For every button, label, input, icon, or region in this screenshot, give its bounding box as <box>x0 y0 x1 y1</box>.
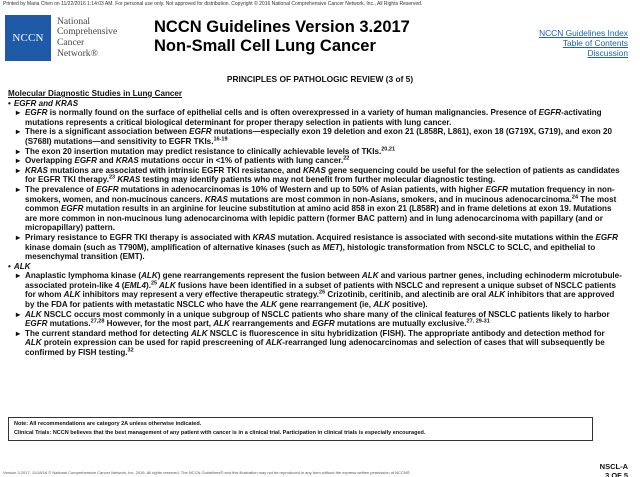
guidelines-index-link[interactable]: NCCN Guidelines Index <box>539 28 628 38</box>
list-item: ▸ EGFR is normally found on the surface of epithelial cells and is often overexpressed in a variety of human malignancies. Presence of EGFR-activating mutations represents a critical biological determinant for proper therapy selection in patients with lung cancer. <box>8 108 622 127</box>
logo-line: National <box>57 15 91 27</box>
footer-note-box <box>8 417 593 441</box>
subsection-egfr-kras: • EGFR and KRAS <box>8 99 622 109</box>
clinical-trials-note: Clinical Trials: NCCN believes that the best management of any patient with cancer is in a clinical trial. Participation in clinical trials is especially encouraged. <box>14 430 426 436</box>
table-of-contents-link[interactable]: Table of Contents <box>562 38 628 48</box>
print-notice: Printed by Maria Chen on 11/22/2016 1:14:03 AM. For personal use only. Not approved for distribution. Copyright © 2016 National Comprehensive Cancer Network, Inc., All Rights Reserved. <box>3 1 423 7</box>
alk-bullet-list <box>8 271 622 357</box>
egfr-bullet-list <box>8 108 622 262</box>
list-item: ▸ The prevalence of EGFR mutations in adenocarcinomas is 10% of Western and up to 50% of Asian patients, with higher EGFR mutation frequency in non-smokers, women, and non-mucinous cancers. KRAS mutations are most common in non-Asians, smokers, and in mucinous adenocarcinoma.$^{24}$ The most common EGFR mutation results in an arginine for leucine substitution at amino acid 858 in exon 21 (L858R) and in frame deletions at exon 19. Mutations are more common in non-mucinous lung adenocarcinoma with lepidic pattern (former BAC pattern) and in lung adenocarcinoma with papillary (and or micropapillary) pattern. <box>8 185 622 233</box>
logo-line: Cancer <box>57 37 85 48</box>
guideline-subject: Non-Small Cell Lung Cancer <box>154 37 376 55</box>
version-copyright-line: Version 3.2017, 11/18/16 © National Comprehensive Cancer Network, Inc. 2016, All rights reserved. The NCCN Guidelines® and this illustration may not be reproduced in any form without the express written permission of NCCN®. <box>3 470 411 475</box>
document-title <box>154 18 410 56</box>
list-item: ▸ The current standard method for detecting ALK NSCLC is fluorescence in situ hybridization (FISH). The appropriate antibody and detection method for ALK protein expression can be used for rapid prescreening of ALK-rearranged lung adenocarcinomas and selection of cases that will subsequently be confirmed by FISH testing.$^{32}$ <box>8 329 622 358</box>
list-item: ▸ Overlapping EGFR and KRAS mutations occur in <1% of patients with lung cancer.$^{22}$ <box>8 156 622 166</box>
page-number: 3 OF 5 <box>605 471 628 477</box>
list-item: ▸ Primary resistance to EGFR TKI therapy is associated with KRAS mutation. Acquired resistance is associated with second-site mutations within the EGFR kinase domain (such as T790M), amplification of alternative kinases (such as MET), histologic transformation from NSCLC to SCLC, and epithelial to mesenchymal transition (EMT). <box>8 233 622 262</box>
list-item: ▸ KRAS mutations are associated with intrinsic EGFR TKI resistance, and KRAS gene sequencing could be useful for the selection of patients as candidates for EGFR TKI therapy.$^{23}$ KRAS testing may identify patients who may not benefit from further molecular diagnostic testing. <box>8 166 622 185</box>
page-code <box>600 462 628 477</box>
discussion-link[interactable]: Discussion <box>587 48 628 58</box>
logo-mark: NCCN <box>5 15 51 61</box>
recommendation-note: Note: All recommendations are category 2A unless otherwise indicated. <box>14 421 202 427</box>
navigation-links <box>539 28 628 58</box>
list-item: ▸ The exon 20 insertion mutation may predict resistance to clinically achievable levels of TKIs.$^{20,21}$ <box>8 147 622 157</box>
logo-line: Network® <box>57 47 98 59</box>
subsection-alk: • ALK <box>8 262 622 272</box>
main-content <box>8 89 622 358</box>
list-item: ▸ There is a significant association between EGFR mutations—especially exon 19 deletion and exon 21 (L858R, L861), exon 18 (G719X, G719), and exon 20 (S768I) mutations—and sensitivity to EGFR TKIs.$^{16-19}$ <box>8 127 622 146</box>
page-heading: PRINCIPLES OF PATHOLOGIC REVIEW (3 of 5) <box>226 74 414 84</box>
list-item: ▸ Anaplastic lymphoma kinase (ALK) gene rearrangements represent the fusion between ALK and various partner genes, including echinoderm microtubule-associated protein-like 4 (EML4).$^{25}$ ALK fusions have been identified in a subset of patients with NSCLC and represent a unique subset of NSCLC patients for whom ALK inhibitors may represent a very effective therapeutic strategy.$^{26}$ Crizotinib, ceritinib, and alectinib are oral ALK inhibitors that are approved by the FDA for patients with metastatic NSCLC who have the ALK gene rearrangement (ie, ALK positive). <box>8 271 622 309</box>
logo-wordmark <box>57 17 117 59</box>
section-title: Molecular Diagnostic Studies in Lung Cancer <box>8 89 183 98</box>
list-item: ▸ ALK NSCLC occurs most commonly in a unique subgroup of NSCLC patients who share many of the clinical features of NSCLC patients likely to harbor EGFR mutations.$^{27,28}$ However, for the most part, ALK rearrangements and EGFR mutations are mutually exclusive.$^{27, 29-31}$ <box>8 310 622 329</box>
page-code-id: NSCL-A <box>599 462 628 471</box>
nccn-logo <box>5 13 141 63</box>
guideline-version: NCCN Guidelines Version 3.2017 <box>154 18 410 36</box>
logo-line: Comprehensive <box>57 26 118 38</box>
